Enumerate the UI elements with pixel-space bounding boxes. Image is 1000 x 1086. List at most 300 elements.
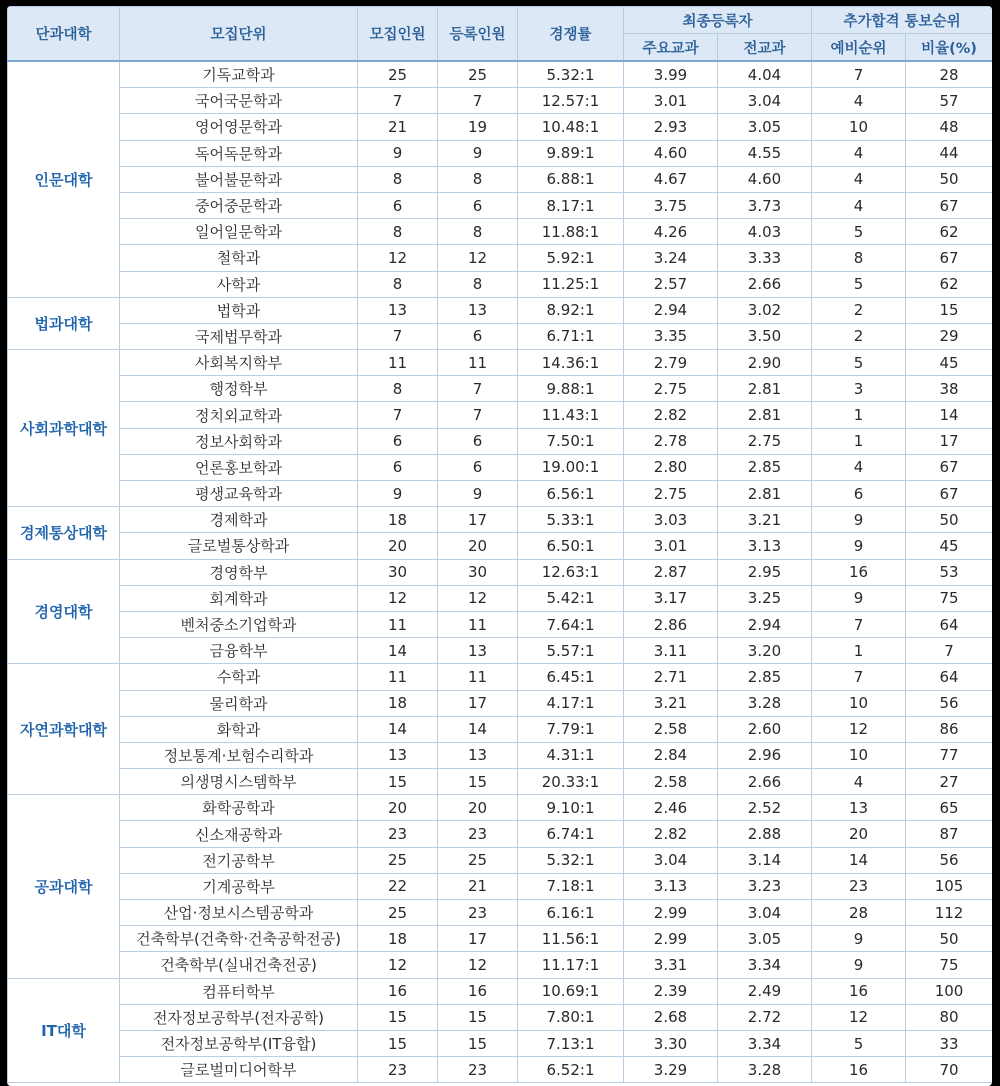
main-subjects-cell: 4.60 bbox=[624, 140, 718, 166]
main-subjects-cell: 2.94 bbox=[624, 297, 718, 323]
main-subjects-cell: 3.31 bbox=[624, 952, 718, 978]
competition-cell: 5.57:1 bbox=[518, 638, 624, 664]
quota-cell: 18 bbox=[358, 926, 438, 952]
ratio-cell: 62 bbox=[906, 271, 992, 297]
competition-cell: 11.43:1 bbox=[518, 402, 624, 428]
quota-cell: 20 bbox=[358, 533, 438, 559]
competition-cell: 10.69:1 bbox=[518, 978, 624, 1004]
all-subjects-cell: 2.72 bbox=[718, 1004, 812, 1030]
quota-cell: 25 bbox=[358, 847, 438, 873]
enrolled-cell: 11 bbox=[438, 664, 518, 690]
all-subjects-cell: 2.95 bbox=[718, 559, 812, 585]
waitlist-rank-cell: 10 bbox=[812, 742, 906, 768]
main-subjects-cell: 3.21 bbox=[624, 690, 718, 716]
enrolled-cell: 7 bbox=[438, 376, 518, 402]
table-row bbox=[8, 926, 993, 952]
competition-cell: 6.74:1 bbox=[518, 821, 624, 847]
waitlist-rank-cell: 5 bbox=[812, 1030, 906, 1056]
main-subjects-cell: 2.71 bbox=[624, 664, 718, 690]
quota-cell: 11 bbox=[358, 664, 438, 690]
enrolled-cell: 11 bbox=[438, 350, 518, 376]
competition-cell: 8.92:1 bbox=[518, 297, 624, 323]
main-subjects-cell: 3.03 bbox=[624, 507, 718, 533]
unit-cell: 글로벌통상학과 bbox=[120, 533, 358, 559]
unit-cell: 화학공학과 bbox=[120, 795, 358, 821]
ratio-cell: 64 bbox=[906, 611, 992, 637]
quota-cell: 23 bbox=[358, 1057, 438, 1083]
enrolled-cell: 8 bbox=[438, 271, 518, 297]
college-cell: 인문대학 bbox=[8, 61, 120, 297]
waitlist-rank-cell: 12 bbox=[812, 716, 906, 742]
ratio-cell: 67 bbox=[906, 454, 992, 480]
all-subjects-cell: 3.20 bbox=[718, 638, 812, 664]
quota-cell: 14 bbox=[358, 716, 438, 742]
waitlist-rank-cell: 5 bbox=[812, 350, 906, 376]
enrolled-cell: 12 bbox=[438, 585, 518, 611]
waitlist-rank-cell: 5 bbox=[812, 219, 906, 245]
waitlist-rank-cell: 1 bbox=[812, 638, 906, 664]
main-subjects-cell: 3.24 bbox=[624, 245, 718, 271]
table-row bbox=[8, 742, 993, 768]
competition-cell: 7.13:1 bbox=[518, 1030, 624, 1056]
quota-cell: 30 bbox=[358, 559, 438, 585]
table-row bbox=[8, 1004, 993, 1030]
competition-cell: 6.16:1 bbox=[518, 900, 624, 926]
all-subjects-cell: 2.90 bbox=[718, 350, 812, 376]
quota-cell: 15 bbox=[358, 769, 438, 795]
unit-cell: 건축학부(실내건축전공) bbox=[120, 952, 358, 978]
enrolled-cell: 14 bbox=[438, 716, 518, 742]
waitlist-rank-cell: 23 bbox=[812, 873, 906, 899]
competition-cell: 9.10:1 bbox=[518, 795, 624, 821]
unit-cell: 중어중문학과 bbox=[120, 192, 358, 218]
waitlist-rank-cell: 12 bbox=[812, 1004, 906, 1030]
waitlist-rank-cell: 14 bbox=[812, 847, 906, 873]
all-subjects-cell: 2.81 bbox=[718, 376, 812, 402]
quota-cell: 13 bbox=[358, 742, 438, 768]
unit-cell: 기독교학과 bbox=[120, 61, 358, 88]
enrolled-cell: 25 bbox=[438, 61, 518, 88]
enrolled-cell: 13 bbox=[438, 297, 518, 323]
all-subjects-cell: 3.04 bbox=[718, 88, 812, 114]
all-subjects-cell: 3.14 bbox=[718, 847, 812, 873]
competition-cell: 4.17:1 bbox=[518, 690, 624, 716]
enrolled-cell: 17 bbox=[438, 926, 518, 952]
admission-results-frame bbox=[7, 6, 992, 1086]
main-subjects-cell: 3.30 bbox=[624, 1030, 718, 1056]
quota-cell: 8 bbox=[358, 219, 438, 245]
table-row bbox=[8, 481, 993, 507]
ratio-cell: 67 bbox=[906, 245, 992, 271]
main-subjects-cell: 3.01 bbox=[624, 533, 718, 559]
table-row bbox=[8, 219, 993, 245]
main-subjects-cell: 3.75 bbox=[624, 192, 718, 218]
competition-cell: 4.31:1 bbox=[518, 742, 624, 768]
waitlist-rank-cell: 4 bbox=[812, 192, 906, 218]
college-cell: 경영대학 bbox=[8, 559, 120, 664]
header-college: 단과대학 bbox=[8, 7, 120, 62]
waitlist-rank-cell: 9 bbox=[812, 533, 906, 559]
header-enrolled: 등록인원 bbox=[438, 7, 518, 62]
table-row bbox=[8, 88, 993, 114]
unit-cell: 정보통계·보험수리학과 bbox=[120, 742, 358, 768]
main-subjects-cell: 4.67 bbox=[624, 166, 718, 192]
quota-cell: 23 bbox=[358, 821, 438, 847]
enrolled-cell: 12 bbox=[438, 245, 518, 271]
waitlist-rank-cell: 9 bbox=[812, 585, 906, 611]
quota-cell: 25 bbox=[358, 61, 438, 88]
enrolled-cell: 11 bbox=[438, 611, 518, 637]
unit-cell: 언론홍보학과 bbox=[120, 454, 358, 480]
table-row bbox=[8, 611, 993, 637]
competition-cell: 6.52:1 bbox=[518, 1057, 624, 1083]
unit-cell: 전기공학부 bbox=[120, 847, 358, 873]
table-row bbox=[8, 690, 993, 716]
waitlist-rank-cell: 10 bbox=[812, 114, 906, 140]
waitlist-rank-cell: 7 bbox=[812, 61, 906, 88]
ratio-cell: 67 bbox=[906, 192, 992, 218]
unit-cell: 산업·정보시스템공학과 bbox=[120, 900, 358, 926]
quota-cell: 12 bbox=[358, 245, 438, 271]
table-row bbox=[8, 507, 993, 533]
enrolled-cell: 19 bbox=[438, 114, 518, 140]
competition-cell: 11.56:1 bbox=[518, 926, 624, 952]
waitlist-rank-cell: 16 bbox=[812, 978, 906, 1004]
waitlist-rank-cell: 8 bbox=[812, 245, 906, 271]
table-row bbox=[8, 847, 993, 873]
unit-cell: 정치외교학과 bbox=[120, 402, 358, 428]
unit-cell: 사학과 bbox=[120, 271, 358, 297]
competition-cell: 5.92:1 bbox=[518, 245, 624, 271]
table-row bbox=[8, 533, 993, 559]
waitlist-rank-cell: 7 bbox=[812, 664, 906, 690]
competition-cell: 11.17:1 bbox=[518, 952, 624, 978]
all-subjects-cell: 2.85 bbox=[718, 664, 812, 690]
quota-cell: 7 bbox=[358, 402, 438, 428]
enrolled-cell: 15 bbox=[438, 769, 518, 795]
enrolled-cell: 8 bbox=[438, 219, 518, 245]
ratio-cell: 112 bbox=[906, 900, 992, 926]
all-subjects-cell: 3.23 bbox=[718, 873, 812, 899]
ratio-cell: 75 bbox=[906, 585, 992, 611]
main-subjects-cell: 3.99 bbox=[624, 61, 718, 88]
waitlist-rank-cell: 1 bbox=[812, 428, 906, 454]
ratio-cell: 100 bbox=[906, 978, 992, 1004]
table-row bbox=[8, 638, 993, 664]
quota-cell: 18 bbox=[358, 507, 438, 533]
ratio-cell: 15 bbox=[906, 297, 992, 323]
table-row bbox=[8, 376, 993, 402]
enrolled-cell: 13 bbox=[438, 742, 518, 768]
waitlist-rank-cell: 16 bbox=[812, 559, 906, 585]
table-row bbox=[8, 952, 993, 978]
quota-cell: 21 bbox=[358, 114, 438, 140]
table-row bbox=[8, 1030, 993, 1056]
quota-cell: 12 bbox=[358, 585, 438, 611]
table-row bbox=[8, 297, 993, 323]
admission-results-table bbox=[7, 6, 992, 1083]
quota-cell: 6 bbox=[358, 192, 438, 218]
waitlist-rank-cell: 13 bbox=[812, 795, 906, 821]
header-extra-group: 추가합격 통보순위 bbox=[812, 7, 992, 34]
enrolled-cell: 6 bbox=[438, 192, 518, 218]
all-subjects-cell: 3.21 bbox=[718, 507, 812, 533]
competition-cell: 6.88:1 bbox=[518, 166, 624, 192]
ratio-cell: 105 bbox=[906, 873, 992, 899]
waitlist-rank-cell: 4 bbox=[812, 769, 906, 795]
ratio-cell: 50 bbox=[906, 166, 992, 192]
unit-cell: 금융학부 bbox=[120, 638, 358, 664]
enrolled-cell: 6 bbox=[438, 323, 518, 349]
table-row bbox=[8, 1057, 993, 1083]
unit-cell: 신소재공학과 bbox=[120, 821, 358, 847]
quota-cell: 8 bbox=[358, 166, 438, 192]
unit-cell: 정보사회학과 bbox=[120, 428, 358, 454]
competition-cell: 9.88:1 bbox=[518, 376, 624, 402]
main-subjects-cell: 2.78 bbox=[624, 428, 718, 454]
unit-cell: 경제학과 bbox=[120, 507, 358, 533]
enrolled-cell: 20 bbox=[438, 795, 518, 821]
ratio-cell: 70 bbox=[906, 1057, 992, 1083]
waitlist-rank-cell: 4 bbox=[812, 166, 906, 192]
ratio-cell: 53 bbox=[906, 559, 992, 585]
waitlist-rank-cell: 16 bbox=[812, 1057, 906, 1083]
main-subjects-cell: 2.99 bbox=[624, 926, 718, 952]
unit-cell: 일어일문학과 bbox=[120, 219, 358, 245]
all-subjects-cell: 2.66 bbox=[718, 271, 812, 297]
ratio-cell: 77 bbox=[906, 742, 992, 768]
enrolled-cell: 23 bbox=[438, 900, 518, 926]
quota-cell: 8 bbox=[358, 376, 438, 402]
competition-cell: 9.89:1 bbox=[518, 140, 624, 166]
table-row bbox=[8, 245, 993, 271]
all-subjects-cell: 2.52 bbox=[718, 795, 812, 821]
table-body bbox=[8, 61, 993, 1083]
waitlist-rank-cell: 9 bbox=[812, 926, 906, 952]
all-subjects-cell: 3.33 bbox=[718, 245, 812, 271]
unit-cell: 글로벌미디어학부 bbox=[120, 1057, 358, 1083]
unit-cell: 철학과 bbox=[120, 245, 358, 271]
ratio-cell: 27 bbox=[906, 769, 992, 795]
enrolled-cell: 12 bbox=[438, 952, 518, 978]
table-row bbox=[8, 559, 993, 585]
quota-cell: 7 bbox=[358, 323, 438, 349]
enrolled-cell: 23 bbox=[438, 821, 518, 847]
quota-cell: 18 bbox=[358, 690, 438, 716]
ratio-cell: 44 bbox=[906, 140, 992, 166]
quota-cell: 7 bbox=[358, 88, 438, 114]
enrolled-cell: 7 bbox=[438, 88, 518, 114]
table-row bbox=[8, 166, 993, 192]
table-row bbox=[8, 323, 993, 349]
unit-cell: 독어독문학과 bbox=[120, 140, 358, 166]
competition-cell: 5.33:1 bbox=[518, 507, 624, 533]
enrolled-cell: 17 bbox=[438, 507, 518, 533]
main-subjects-cell: 2.58 bbox=[624, 769, 718, 795]
all-subjects-cell: 3.34 bbox=[718, 952, 812, 978]
main-subjects-cell: 3.17 bbox=[624, 585, 718, 611]
unit-cell: 국어국문학과 bbox=[120, 88, 358, 114]
enrolled-cell: 25 bbox=[438, 847, 518, 873]
waitlist-rank-cell: 1 bbox=[812, 402, 906, 428]
competition-cell: 7.64:1 bbox=[518, 611, 624, 637]
table-row bbox=[8, 454, 993, 480]
unit-cell: 건축학부(건축학·건축공학전공) bbox=[120, 926, 358, 952]
main-subjects-cell: 3.01 bbox=[624, 88, 718, 114]
ratio-cell: 45 bbox=[906, 350, 992, 376]
ratio-cell: 65 bbox=[906, 795, 992, 821]
unit-cell: 불어불문학과 bbox=[120, 166, 358, 192]
competition-cell: 10.48:1 bbox=[518, 114, 624, 140]
all-subjects-cell: 4.04 bbox=[718, 61, 812, 88]
enrolled-cell: 9 bbox=[438, 140, 518, 166]
enrolled-cell: 15 bbox=[438, 1030, 518, 1056]
quota-cell: 9 bbox=[358, 481, 438, 507]
all-subjects-cell: 2.60 bbox=[718, 716, 812, 742]
waitlist-rank-cell: 28 bbox=[812, 900, 906, 926]
table-row bbox=[8, 716, 993, 742]
competition-cell: 7.50:1 bbox=[518, 428, 624, 454]
table-row bbox=[8, 61, 993, 88]
quota-cell: 8 bbox=[358, 271, 438, 297]
unit-cell: 수학과 bbox=[120, 664, 358, 690]
competition-cell: 11.25:1 bbox=[518, 271, 624, 297]
competition-cell: 5.32:1 bbox=[518, 61, 624, 88]
all-subjects-cell: 2.96 bbox=[718, 742, 812, 768]
table-row bbox=[8, 271, 993, 297]
enrolled-cell: 21 bbox=[438, 873, 518, 899]
enrolled-cell: 23 bbox=[438, 1057, 518, 1083]
competition-cell: 20.33:1 bbox=[518, 769, 624, 795]
main-subjects-cell: 3.11 bbox=[624, 638, 718, 664]
quota-cell: 9 bbox=[358, 140, 438, 166]
unit-cell: 물리학과 bbox=[120, 690, 358, 716]
table-row bbox=[8, 978, 993, 1004]
waitlist-rank-cell: 2 bbox=[812, 323, 906, 349]
unit-cell: 벤처중소기업학과 bbox=[120, 611, 358, 637]
waitlist-rank-cell: 4 bbox=[812, 140, 906, 166]
header-unit: 모집단위 bbox=[120, 7, 358, 62]
main-subjects-cell: 2.82 bbox=[624, 402, 718, 428]
competition-cell: 5.32:1 bbox=[518, 847, 624, 873]
ratio-cell: 80 bbox=[906, 1004, 992, 1030]
ratio-cell: 75 bbox=[906, 952, 992, 978]
main-subjects-cell: 3.04 bbox=[624, 847, 718, 873]
competition-cell: 7.79:1 bbox=[518, 716, 624, 742]
unit-cell: 사회복지학부 bbox=[120, 350, 358, 376]
enrolled-cell: 16 bbox=[438, 978, 518, 1004]
table-row bbox=[8, 402, 993, 428]
college-cell: 경제통상대학 bbox=[8, 507, 120, 559]
main-subjects-cell: 3.29 bbox=[624, 1057, 718, 1083]
ratio-cell: 28 bbox=[906, 61, 992, 88]
quota-cell: 12 bbox=[358, 952, 438, 978]
ratio-cell: 38 bbox=[906, 376, 992, 402]
quota-cell: 11 bbox=[358, 350, 438, 376]
table-header bbox=[8, 7, 993, 62]
unit-cell: 컴퓨터학부 bbox=[120, 978, 358, 1004]
quota-cell: 6 bbox=[358, 454, 438, 480]
all-subjects-cell: 3.34 bbox=[718, 1030, 812, 1056]
unit-cell: 법학과 bbox=[120, 297, 358, 323]
competition-cell: 12.57:1 bbox=[518, 88, 624, 114]
competition-cell: 11.88:1 bbox=[518, 219, 624, 245]
table-row bbox=[8, 140, 993, 166]
all-subjects-cell: 3.04 bbox=[718, 900, 812, 926]
main-subjects-cell: 3.13 bbox=[624, 873, 718, 899]
table-row bbox=[8, 900, 993, 926]
enrolled-cell: 13 bbox=[438, 638, 518, 664]
waitlist-rank-cell: 6 bbox=[812, 481, 906, 507]
ratio-cell: 45 bbox=[906, 533, 992, 559]
main-subjects-cell: 2.46 bbox=[624, 795, 718, 821]
table-row bbox=[8, 795, 993, 821]
ratio-cell: 33 bbox=[906, 1030, 992, 1056]
college-cell: IT대학 bbox=[8, 978, 120, 1083]
all-subjects-cell: 3.13 bbox=[718, 533, 812, 559]
main-subjects-cell: 2.80 bbox=[624, 454, 718, 480]
college-cell: 법과대학 bbox=[8, 297, 120, 349]
enrolled-cell: 17 bbox=[438, 690, 518, 716]
all-subjects-cell: 3.02 bbox=[718, 297, 812, 323]
all-subjects-cell: 3.28 bbox=[718, 690, 812, 716]
main-subjects-cell: 2.75 bbox=[624, 481, 718, 507]
unit-cell: 기계공학부 bbox=[120, 873, 358, 899]
ratio-cell: 29 bbox=[906, 323, 992, 349]
waitlist-rank-cell: 9 bbox=[812, 507, 906, 533]
ratio-cell: 17 bbox=[906, 428, 992, 454]
unit-cell: 행정학부 bbox=[120, 376, 358, 402]
quota-cell: 6 bbox=[358, 428, 438, 454]
competition-cell: 12.63:1 bbox=[518, 559, 624, 585]
enrolled-cell: 6 bbox=[438, 428, 518, 454]
unit-cell: 회계학과 bbox=[120, 585, 358, 611]
competition-cell: 8.17:1 bbox=[518, 192, 624, 218]
table-row bbox=[8, 769, 993, 795]
ratio-cell: 56 bbox=[906, 690, 992, 716]
competition-cell: 14.36:1 bbox=[518, 350, 624, 376]
waitlist-rank-cell: 9 bbox=[812, 952, 906, 978]
competition-cell: 6.71:1 bbox=[518, 323, 624, 349]
main-subjects-cell: 2.68 bbox=[624, 1004, 718, 1030]
ratio-cell: 62 bbox=[906, 219, 992, 245]
main-subjects-cell: 2.82 bbox=[624, 821, 718, 847]
header-competition: 경쟁률 bbox=[518, 7, 624, 62]
college-cell: 공과대학 bbox=[8, 795, 120, 978]
main-subjects-cell: 2.99 bbox=[624, 900, 718, 926]
unit-cell: 경영학부 bbox=[120, 559, 358, 585]
unit-cell: 영어영문학과 bbox=[120, 114, 358, 140]
table-row bbox=[8, 428, 993, 454]
all-subjects-cell: 2.81 bbox=[718, 402, 812, 428]
ratio-cell: 48 bbox=[906, 114, 992, 140]
competition-cell: 19.00:1 bbox=[518, 454, 624, 480]
waitlist-rank-cell: 4 bbox=[812, 454, 906, 480]
quota-cell: 22 bbox=[358, 873, 438, 899]
all-subjects-cell: 2.66 bbox=[718, 769, 812, 795]
quota-cell: 11 bbox=[358, 611, 438, 637]
waitlist-rank-cell: 10 bbox=[812, 690, 906, 716]
quota-cell: 14 bbox=[358, 638, 438, 664]
table-row bbox=[8, 821, 993, 847]
unit-cell: 화학과 bbox=[120, 716, 358, 742]
college-cell: 사회과학대학 bbox=[8, 350, 120, 507]
enrolled-cell: 9 bbox=[438, 481, 518, 507]
ratio-cell: 14 bbox=[906, 402, 992, 428]
header-ratio: 비율(%) bbox=[906, 34, 992, 62]
main-subjects-cell: 2.84 bbox=[624, 742, 718, 768]
main-subjects-cell: 4.26 bbox=[624, 219, 718, 245]
